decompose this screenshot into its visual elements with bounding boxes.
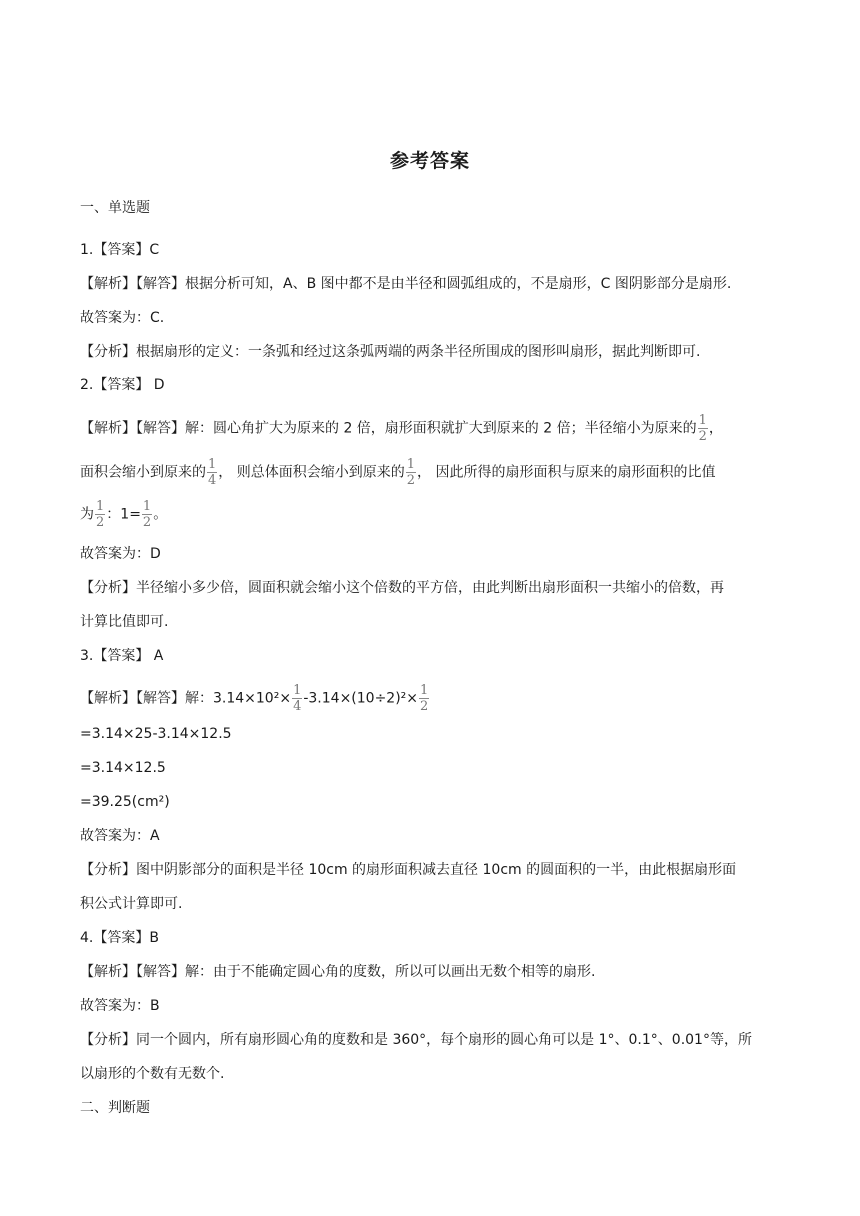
fraction-half: $\frac{1}{2}$ — [406, 457, 416, 488]
section-heading-true-false: 二、判断题 — [80, 1100, 150, 1116]
q2-text: ， 则总体面积会缩小到原来的 — [218, 464, 405, 481]
q3-conclusion: 故答案为：A — [80, 828, 160, 844]
q1-analysis: 【解析】【解答】根据分析可知，A、B 图中都不是由半径和圆弧组成的，不是扇形，C 图阴影部分是扇形. — [80, 276, 732, 292]
q3-text: 【解析】【解答】解：3.14×10²× — [80, 690, 292, 707]
q4-answer: 4.【答案】B — [80, 930, 159, 946]
fraction-half: $\frac{1}{2}$ — [96, 499, 105, 530]
fraction-half: $\frac{1}{2}$ — [142, 499, 152, 530]
fraction-quarter: $\frac{1}{4}$ — [208, 457, 217, 488]
q2-analysis-line2 — [80, 458, 715, 487]
q1-fenxi: 【分析】根据扇形的定义：一条弧和经过这条弧两端的两条半径所围成的图形叫扇形，据此判断即可. — [80, 344, 701, 360]
q2-answer: 2.【答案】 D — [80, 377, 165, 393]
q4-fenxi-line1: 【分析】同一个圆内，所有扇形圆心角的度数和是 360°，每个扇形的圆心角可以是 1°、0.1°、0.01°等，所 — [80, 1032, 752, 1048]
q4-fenxi-line2: 以扇形的个数有无数个. — [80, 1066, 225, 1082]
fraction-quarter: $\frac{1}{4}$ — [293, 683, 302, 714]
q2-conclusion: 故答案为：D — [80, 546, 161, 562]
q2-text: 面积会缩小到原来的 — [80, 464, 206, 481]
q3-fenxi-line1: 【分析】图中阴影部分的面积是半径 10cm 的扇形面积减去直径 10cm 的圆面积的一半，由此根据扇形面 — [80, 862, 737, 878]
q2-fenxi-line2: 计算比值即可. — [80, 614, 169, 630]
q4-conclusion: 故答案为：B — [80, 998, 160, 1014]
q3-step1: =3.14×25-3.14×12.5 — [80, 726, 232, 742]
q2-text: 为 — [80, 506, 94, 523]
q3-text: -3.14×(10÷2)²× — [303, 690, 419, 707]
q3-analysis-line1 — [80, 684, 430, 713]
q2-analysis-line1 — [80, 414, 723, 443]
section-heading-single-choice: 一、单选题 — [80, 200, 150, 216]
q2-text: ， — [708, 420, 723, 437]
fraction-half: $\frac{1}{2}$ — [420, 683, 429, 714]
q1-answer: 1.【答案】C — [80, 242, 160, 258]
q4-analysis: 【解析】【解答】解：由于不能确定圆心角的度数，所以可以画出无数个相等的扇形. — [80, 964, 596, 980]
q2-analysis-line3 — [80, 500, 167, 529]
q1-conclusion: 故答案为：C. — [80, 310, 165, 326]
fraction-half: $\frac{1}{2}$ — [698, 413, 707, 444]
q3-answer: 3.【答案】 A — [80, 648, 164, 664]
q3-step3: =39.25(cm²) — [80, 794, 170, 810]
q2-fenxi-line1: 【分析】半径缩小多少倍，圆面积就会缩小这个倍数的平方倍，由此判断出扇形面积一共缩小的倍数，再 — [80, 580, 724, 596]
q2-text: 。 — [153, 506, 168, 523]
q2-text: ：1= — [106, 506, 141, 523]
q3-step2: =3.14×12.5 — [80, 760, 166, 776]
page-title: 参考答案 — [389, 150, 470, 172]
q2-text: ， 因此所得的扇形面积与原来的扇形面积的比值 — [417, 464, 716, 481]
q2-text: 【解析】【解答】解：圆心角扩大为原来的 2 倍，扇形面积就扩大到原来的 2 倍；半径缩小为原来的 — [80, 420, 697, 437]
q3-fenxi-line2: 积公式计算即可. — [80, 896, 183, 912]
